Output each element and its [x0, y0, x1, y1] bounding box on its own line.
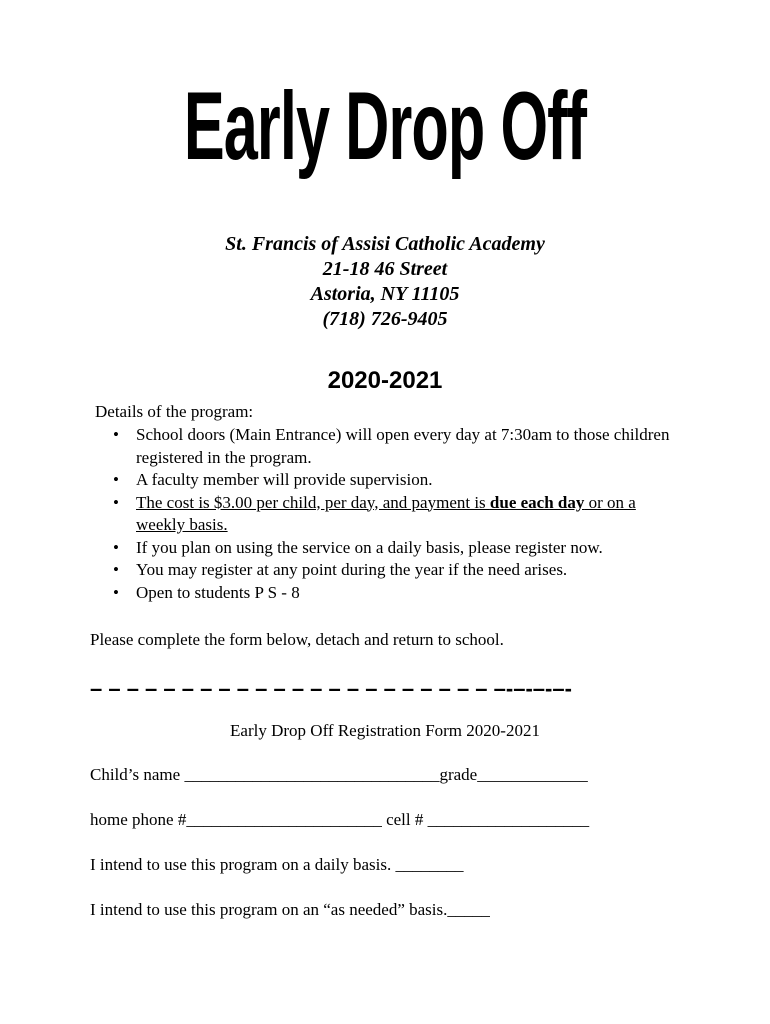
list-item-text: Open to students P S - 8: [136, 582, 300, 602]
list-item: [112, 537, 672, 560]
list-item-text: School doors (Main Entrance) will open every day at 7:30am to those children registered in the program.: [136, 425, 670, 467]
cost-text-part1: The cost is $3.00 per child, per day, and payment is: [136, 492, 490, 512]
bullet-icon: •: [113, 492, 119, 512]
list-item: [112, 582, 672, 605]
cost-text-part2: or on a weekly basis.: [136, 492, 636, 534]
list-item: [112, 492, 672, 537]
cost-text: [136, 493, 636, 535]
details-heading: Details of the program:: [95, 402, 254, 421]
detach-line: – – – – – – – – – – – – – – – – – – – – – – –-–-–-–-: [90, 676, 572, 701]
cost-text-emphasis: due each day: [489, 492, 585, 512]
school-name: St. Francis of Assisi Catholic Academy: [225, 233, 545, 255]
list-item-text: A faculty member will provide supervision.: [136, 470, 433, 489]
list-item: [112, 424, 672, 469]
bullet-icon: •: [113, 560, 119, 579]
school-year: 2020-2021: [327, 367, 443, 394]
as-needed-field[interactable]: I intend to use this program on an “as needed” basis._____: [90, 900, 490, 919]
instructions-text: Please complete the form below, detach and return to school.: [90, 630, 504, 649]
school-address-block: [0, 232, 770, 332]
school-phone: (718) 726-9405: [322, 308, 448, 330]
list-item-text: You may register at any point during the year if the need arises.: [136, 560, 568, 579]
school-city: Astoria, NY 11105: [310, 283, 460, 305]
list-item-text: If you plan on using the service on a daily basis, please register now.: [136, 537, 603, 557]
bullet-icon: •: [113, 537, 119, 557]
form-title: Early Drop Off Registration Form 2020-2021: [230, 721, 540, 740]
bullet-icon: •: [113, 470, 119, 489]
school-street: 21-18 46 Street: [322, 258, 448, 280]
bullet-icon: •: [113, 425, 119, 444]
daily-basis-field[interactable]: I intend to use this program on a daily basis. ________: [90, 855, 464, 874]
bullet-icon: •: [113, 582, 119, 602]
list-item: [112, 469, 672, 492]
page-title: Early Drop Off: [183, 72, 587, 181]
list-item: [112, 559, 672, 582]
child-name-grade-field[interactable]: Child’s name ______________________________grade_____________: [90, 765, 588, 784]
program-details-list: [112, 424, 672, 604]
phone-fields[interactable]: home phone #_______________________ cell # ___________________: [90, 810, 590, 829]
